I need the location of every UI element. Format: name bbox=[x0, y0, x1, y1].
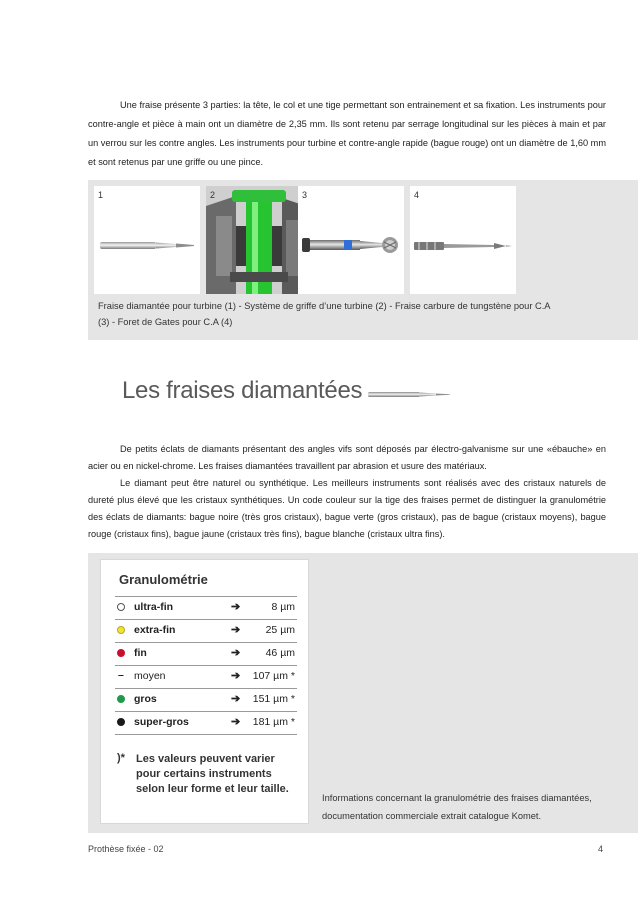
no-ring-dash: – bbox=[118, 669, 124, 681]
diamond-bur-icon bbox=[366, 388, 452, 402]
color-ring-icon bbox=[117, 695, 125, 703]
footer-course-title: Prothèse fixée - 02 bbox=[88, 844, 164, 854]
grain-name: moyen bbox=[134, 670, 166, 682]
granulometry-footnote: Les valeurs peuvent varier pour certains instruments selon leur forme et leur taille. bbox=[136, 753, 289, 795]
color-ring-icon bbox=[117, 718, 125, 726]
arrow-right-icon: ➔ bbox=[231, 693, 241, 705]
color-ring-icon bbox=[117, 626, 125, 634]
color-ring-icon bbox=[117, 649, 125, 657]
grain-name: fin bbox=[134, 647, 147, 659]
intro-paragraph: Une fraise présente 3 parties: la tête, le col et une tige permettant son entrainement et sa fixation. Les instruments pour contre-angle et pièce à main ont un diamètre de 2,35 mm. Ils sont retenu par serrage longitudinal sur les pièces à main et par un verrou sur les contre angles. Les instruments pour turbine et contre-angle rapide (bague rouge) ont un diamètre de 1,60 mm et sont retenus par une griffe ou une pince. bbox=[88, 100, 606, 167]
gates-drill-icon bbox=[410, 186, 516, 294]
grain-size: 151 µm * bbox=[252, 693, 295, 705]
granulometry-table bbox=[100, 559, 309, 824]
figure-panel-instruments bbox=[88, 180, 638, 340]
paragraph-diamond-deposit: De petits éclats de diamants présentant des angles vifs sont déposés par électro-galvanisme sur une «ébauche» en acier ou en nickel-chrome. Les fraises diamantées travaillent par abrasion et usure des matériaux. bbox=[88, 444, 606, 471]
granulometry-row bbox=[115, 666, 297, 688]
grain-size: 107 µm * bbox=[252, 670, 295, 682]
grain-name: extra-fin bbox=[134, 624, 176, 636]
granulometry-row bbox=[115, 689, 297, 711]
section-heading-text: Les fraises diamantées bbox=[122, 377, 363, 404]
figure-tile-3 bbox=[298, 186, 404, 294]
diamond-bur-icon bbox=[94, 186, 200, 294]
figure-tile-1 bbox=[94, 186, 200, 294]
granulometry-row bbox=[115, 620, 297, 642]
section-heading bbox=[122, 377, 362, 405]
divider bbox=[115, 734, 297, 735]
figure-tile-2 bbox=[206, 186, 312, 294]
grain-name: super-gros bbox=[134, 716, 189, 728]
turbine-chuck-icon bbox=[206, 186, 312, 294]
arrow-right-icon: ➔ bbox=[231, 624, 241, 636]
figure-panel-granulometry bbox=[88, 553, 638, 833]
arrow-right-icon: ➔ bbox=[231, 601, 241, 613]
grain-name: gros bbox=[134, 693, 157, 705]
granulometry-row bbox=[115, 712, 297, 734]
tile-number: 3 bbox=[302, 190, 308, 200]
arrow-right-icon: ➔ bbox=[231, 647, 241, 659]
granulometry-row bbox=[115, 597, 297, 619]
carbide-bur-icon bbox=[298, 186, 404, 294]
granulometry-row bbox=[115, 643, 297, 665]
tile-number: 4 bbox=[414, 190, 420, 200]
grain-size: 25 µm bbox=[265, 624, 295, 636]
grain-size: 46 µm bbox=[265, 647, 295, 659]
page-number: 4 bbox=[598, 844, 604, 854]
grain-name: ultra-fin bbox=[134, 601, 174, 613]
grain-size: 8 µm bbox=[271, 601, 295, 613]
arrow-right-icon: ➔ bbox=[231, 670, 241, 682]
tile-number: 2 bbox=[210, 190, 216, 200]
footnote-mark: )* bbox=[117, 752, 125, 764]
paragraph-diamond-grain: Le diamant peut être naturel ou synthétique. Les meilleurs instruments sont réalisés avec des cristaux naturels de dureté plus élevé que les cristaux synthétiques. Un code couleur sur la tige des fraises permet de distinguer la granulométrie des éclats de diamants: bague noire (très gros cristaux), bague verte (gros cristaux), pas de bague (cristaux moyens), bague rouge (cristaux fins), bague jaune (cristaux très fins), bague blanche (cristaux ultra fins). bbox=[88, 478, 606, 539]
tile-number: 1 bbox=[98, 190, 104, 200]
grain-size: 181 µm * bbox=[252, 716, 295, 728]
figure-caption-granulometry: Informations concernant la granulométrie des fraises diamantées, documentation commerciale extrait catalogue Komet. bbox=[322, 793, 592, 821]
figure-caption-instruments: Fraise diamantée pour turbine (1) - Système de griffe d’une turbine (2) - Fraise carbure de tungstène pour C.A (3) - Foret de Gates pour C.A (4) bbox=[98, 301, 550, 327]
arrow-right-icon: ➔ bbox=[231, 716, 241, 728]
figure-tile-4 bbox=[410, 186, 516, 294]
color-ring-icon bbox=[117, 603, 125, 611]
granulometry-title: Granulométrie bbox=[119, 572, 208, 587]
